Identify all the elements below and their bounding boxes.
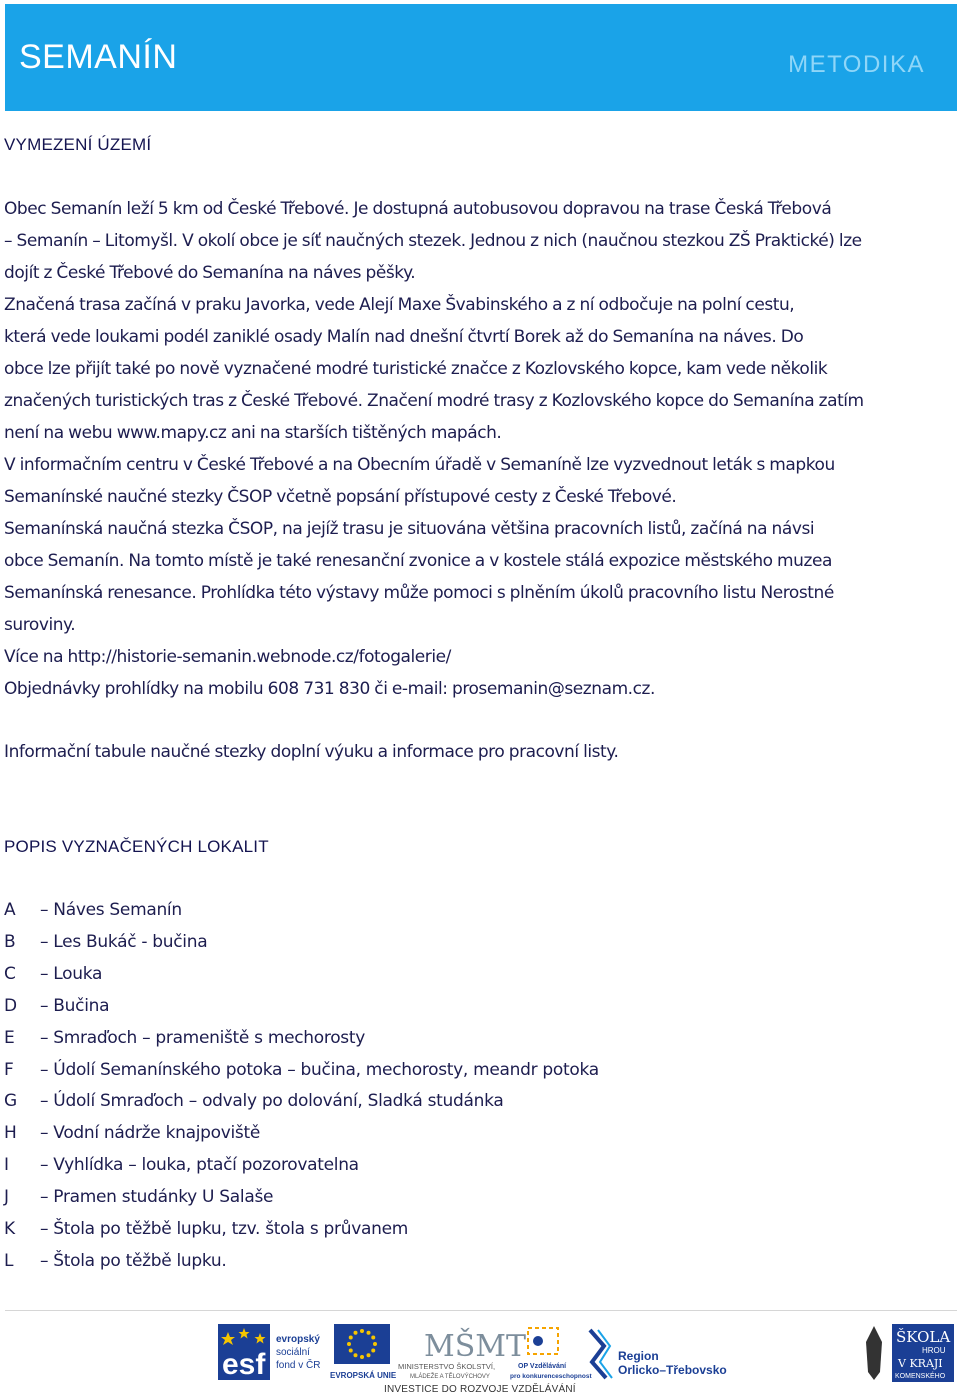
page-title: SEMANÍN: [19, 38, 178, 76]
section-heading-territory: VYMEZENÍ ÚZEMÍ: [4, 135, 152, 154]
eu-star-icon: [347, 1342, 351, 1346]
list-item: [4, 959, 599, 991]
item-text: – Pramen studánky U Salaše: [40, 1187, 274, 1208]
item-text: – Údolí Semanínského potoka – bučina, mechorosty, meandr potoka: [40, 1059, 599, 1080]
text-line: Semanínské naučné stezky ČSOP včetně popsání přístupové cesty z České Třebové.: [4, 487, 677, 507]
list-item: [4, 927, 599, 959]
svg-text:pro konkurenceschopnost: pro konkurenceschopnost: [510, 1373, 592, 1380]
text-line: Značená trasa začíná v praku Javorka, vede Alejí Maxe Švabinského a z ní odbočuje na polní cestu,: [4, 295, 795, 315]
web-link-line[interactable]: Více na http://historie-semanin.webnode.cz/fotogalerie/: [4, 647, 451, 667]
item-text: – Smraďoch – prameniště s mechorosty: [40, 1027, 365, 1048]
list-item: [4, 1214, 599, 1246]
region-logo: [584, 1326, 744, 1382]
list-item: [4, 1055, 599, 1087]
svg-text:EVROPSKÁ UNIE: EVROPSKÁ UNIE: [330, 1371, 397, 1380]
list-item: [4, 1246, 599, 1278]
svg-text:MLÁDEŽE A TĚLOVÝCHOVY: MLÁDEŽE A TĚLOVÝCHOVY: [410, 1374, 490, 1380]
svg-text:evropský: evropský: [276, 1334, 320, 1345]
item-letter: G: [4, 1091, 17, 1112]
text-line: Obec Semanín leží 5 km od České Třebové. Je dostupná autobusovou dopravou na trase Česká Třebová: [4, 199, 832, 219]
text-line: dojít z České Třebové do Semanína na náves pěšky.: [4, 263, 416, 283]
text-line: obce Semanín. Na tomto místě je také renesanční zvonice a v kostele stálá expozice městského muzea: [4, 551, 832, 571]
eu-star-icon: [360, 1355, 364, 1359]
item-text: – Vyhlídka – louka, ptačí pozorovatelna: [40, 1155, 359, 1176]
text-line: není na webu www.mapy.cz ani na starších tištěných mapách.: [4, 423, 502, 443]
item-letter: H: [4, 1123, 17, 1144]
list-item: [4, 1118, 599, 1150]
skola-mark-icon: [866, 1322, 956, 1384]
item-letter: A: [4, 900, 16, 920]
eu-logo: [330, 1324, 397, 1380]
list-item: [4, 1086, 599, 1118]
list-item: [4, 1182, 599, 1214]
text-line: Semanínská renesance. Prohlídka této výstavy může pomoci s plněním úkolů pracovního listu Nerostné: [4, 583, 834, 603]
text-line: suroviny.: [4, 615, 76, 635]
eu-star-icon: [371, 1336, 375, 1340]
eu-flag-icon: [330, 1324, 397, 1380]
list-item: [4, 991, 599, 1023]
text-line: – Semanín – Litomyšl. V okolí obce je síť naučných stezek. Jednou z nich (naučnou stezkou ZŠ Praktické) lze: [4, 231, 862, 251]
svg-text:KOMENSKÉHO: KOMENSKÉHO: [895, 1373, 946, 1380]
text-line: Semanínská naučná stezka ČSOP, na jejíž trasu je situována většina pracovních listů, začíná na návsi: [4, 519, 815, 539]
item-text: – Louka: [40, 963, 103, 984]
header-banner: [5, 4, 957, 111]
msmt-logo: [396, 1322, 526, 1382]
eu-star-icon: [367, 1331, 371, 1335]
text-line: obce lze přijít také po nově vyznačené modré turistické značce z Kozlovského kopce, kam vede několik: [4, 359, 828, 379]
list-item: [4, 1150, 599, 1182]
section-tag: METODIKA: [788, 51, 925, 78]
list-item: [4, 1023, 599, 1055]
text-line: která vede loukami podél zaniklé osady Malín nad dnešní čtvrtí Borek až do Semanína na náves. Do: [4, 327, 804, 347]
info-note: Informační tabule naučné stezky doplní výuku a informace pro pracovní listy.: [4, 742, 619, 762]
item-letter: B: [4, 931, 16, 952]
item-letter: K: [4, 1219, 15, 1240]
svg-text:esf: esf: [222, 1348, 266, 1381]
svg-text:MŠMT: MŠMT: [424, 1329, 526, 1364]
footer-divider: [5, 1310, 957, 1311]
territory-paragraph: [4, 193, 956, 705]
eu-star-icon: [349, 1349, 353, 1353]
item-letter: J: [4, 1187, 9, 1208]
item-letter: E: [4, 1027, 15, 1048]
op-logo: [508, 1324, 592, 1382]
esf-mark-icon: [218, 1324, 330, 1380]
locations-list: [4, 895, 599, 1278]
svg-text:MINISTERSTVO ŠKOLSTVÍ,: MINISTERSTVO ŠKOLSTVÍ,: [398, 1362, 496, 1371]
section-heading-locations: POPIS VYZNAČENÝCH LOKALIT: [4, 837, 269, 856]
item-letter: C: [4, 963, 16, 984]
eu-star-icon: [360, 1329, 364, 1333]
item-text: – Údolí Smraďoch – odvaly po dolování, Sladká studánka: [40, 1091, 504, 1112]
text-line: V informačním centru v České Třebové a na Obecním úřadě v Semaníně lze vyzvednout leták s mapkou: [4, 455, 835, 475]
region-mark-icon: [584, 1326, 744, 1382]
item-text: – Vodní nádrže knajpoviště: [40, 1123, 260, 1144]
svg-text:Orlicko–Třebovsko: Orlicko–Třebovsko: [618, 1363, 727, 1377]
svg-text:V KRAJI: V KRAJI: [898, 1357, 943, 1370]
item-text: – Náves Semanín: [40, 900, 182, 920]
svg-text:OP Vzdělávání: OP Vzdělávání: [518, 1363, 567, 1370]
eu-star-icon: [354, 1331, 358, 1335]
svg-text:Region: Region: [618, 1349, 659, 1363]
item-text: – Štola po těžbě lupku, tzv. štola s průvanem: [40, 1219, 408, 1240]
eu-star-icon: [373, 1342, 377, 1346]
item-letter: F: [4, 1059, 14, 1080]
contact-line[interactable]: Objednávky prohlídky na mobilu 608 731 830 či e-mail: prosemanin@seznam.cz.: [4, 679, 655, 699]
esf-logo: [218, 1324, 330, 1380]
text-line: značených turistických tras z České Třebové. Značení modré trasy z Kozlovského kopce do Semanína zatím: [4, 391, 864, 411]
msmt-mark-icon: [396, 1322, 526, 1382]
item-letter: I: [4, 1155, 9, 1176]
svg-text:ŠKOLA: ŠKOLA: [896, 1328, 951, 1346]
svg-text:sociální: sociální: [276, 1347, 310, 1358]
item-letter: L: [4, 1250, 14, 1271]
eu-star-icon: [371, 1349, 375, 1353]
item-text: – Les Bukáč - bučina: [40, 931, 208, 952]
eu-star-icon: [367, 1353, 371, 1357]
footer-caption: INVESTICE DO ROZVOJE VZDĚLÁVÁNÍ: [384, 1384, 576, 1395]
svg-text:fond v ČR: fond v ČR: [276, 1360, 321, 1371]
op-mark-icon: [508, 1324, 592, 1382]
list-item: [4, 895, 599, 927]
skola-hrou-logo: [866, 1322, 956, 1384]
item-text: – Štola po těžbě lupku.: [40, 1250, 227, 1271]
svg-text:HROU: HROU: [922, 1346, 946, 1355]
item-text: – Bučina: [40, 995, 110, 1016]
item-letter: D: [4, 995, 17, 1016]
eu-star-icon: [349, 1336, 353, 1340]
eu-star-icon: [354, 1353, 358, 1357]
